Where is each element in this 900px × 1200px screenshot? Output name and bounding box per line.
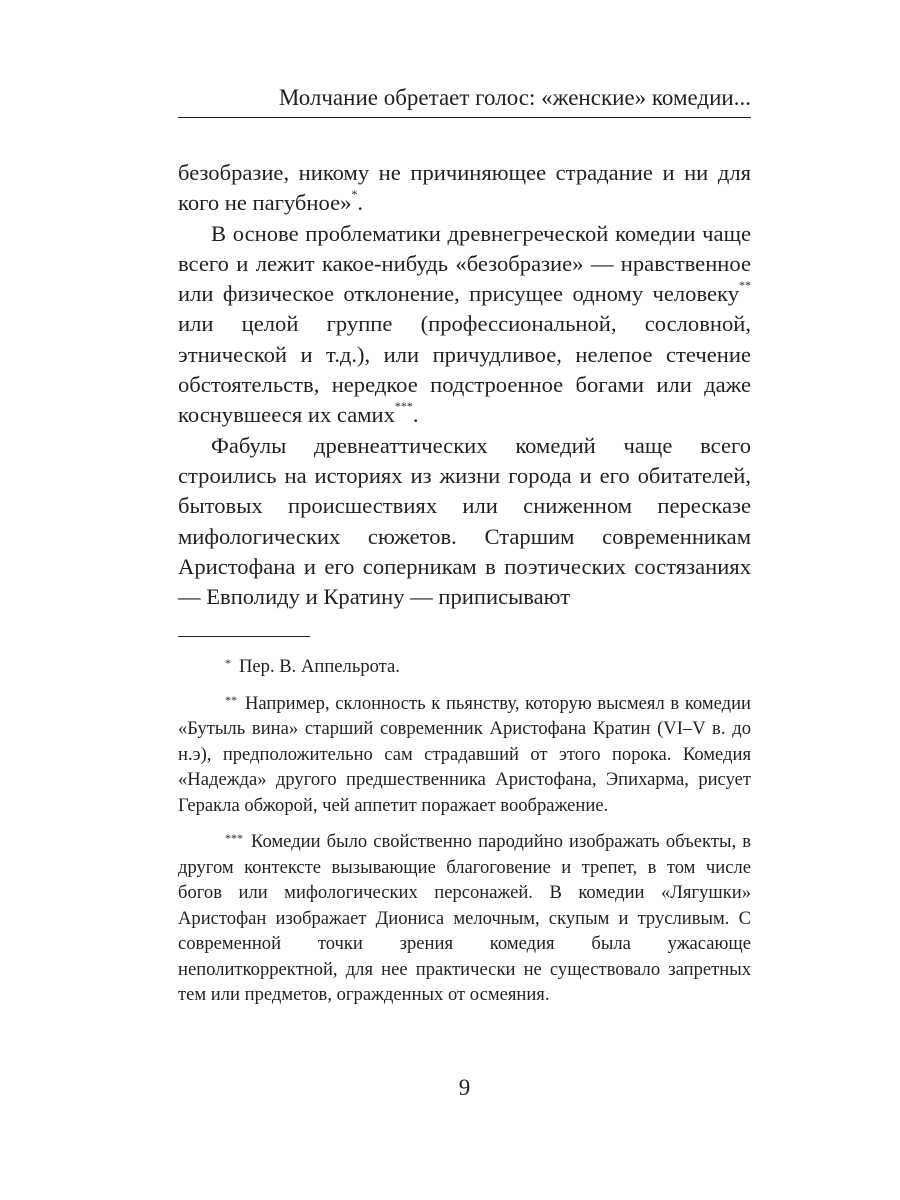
- body-text: [178, 158, 751, 612]
- footnotes: [178, 651, 751, 1008]
- paragraph-2: [178, 219, 751, 431]
- paragraph-1-text: безобразие, никому не причиняющее страдание и ни для кого не пагубное»: [178, 160, 751, 216]
- paragraph-1-end: .: [357, 190, 364, 216]
- footnote-1: [178, 651, 751, 680]
- footnote-ref-1: *: [351, 187, 358, 202]
- paragraph-3: Фабулы древнеаттических комедий чаще всего строились на историях из жизни города и его обитателей, бытовых происшествиях или сниженном пересказе мифологических сюжетов. Старшим современникам Аристофана и его соперникам в поэтических состязаниях — Евполиду и Кратину — приписывают: [178, 432, 751, 610]
- footnote-3: [178, 826, 751, 1008]
- footnote-1-text: Пер. В. Аппельрота.: [239, 656, 400, 677]
- page-number: 9: [458, 1075, 471, 1100]
- footnote-1-mark: *: [225, 656, 231, 670]
- footnote-ref-2: **: [739, 278, 751, 293]
- footnote-separator: [178, 636, 310, 637]
- footnote-2-mark: **: [225, 692, 237, 707]
- paragraph-2-end: .: [412, 402, 419, 428]
- footnote-2-text: Например, склонность к пьянству, которую высмеял в комедии «Бутыль вина» старший современник Аристофана Кратин (VI–V в. до н.э), предположительно сам страдавший от этого порока. Комедия «Надежда» другого предшественника Аристофана, Эпихарма, рисует Геракла обжорой, чей аппетит поражает воображение.: [178, 692, 751, 816]
- paragraph-2-text-b: или целой группе (профессиональной, сословной, этнической и т.д.), или причудливое, нелепое стечение обстоятельств, нередкое подстроенное богами или даже коснувшееся их самих: [178, 311, 751, 428]
- footnote-2: [178, 688, 751, 819]
- running-head: Молчание обретает голос: «женские» комедии...: [278, 85, 751, 110]
- paragraph-2-text-a: В основе проблематики древнегреческой комедии чаще всего и лежит какое-нибудь «безобразие» — нравственное или физическое отклонение, присущее одному человеку: [178, 220, 751, 307]
- paragraph-1: [178, 158, 751, 219]
- footnote-3-mark: ***: [225, 831, 243, 845]
- footnote-ref-3: ***: [394, 399, 413, 414]
- running-head-rule: [178, 117, 751, 118]
- footnote-3-text: Комедии было свойственно пародийно изображать объекты, в другом контексте вызывающие благоговение и трепет, в том числе богов или мифологических персонажей. В комедии «Лягушки» Аристофан изображает Диониса мелочным, скупым и трусливым. С современной точки зрения комедия была ужасающе неполиткорректной, для нее практически не существовало запретных тем или предметов, огражденных от осмеяния.: [178, 831, 751, 1005]
